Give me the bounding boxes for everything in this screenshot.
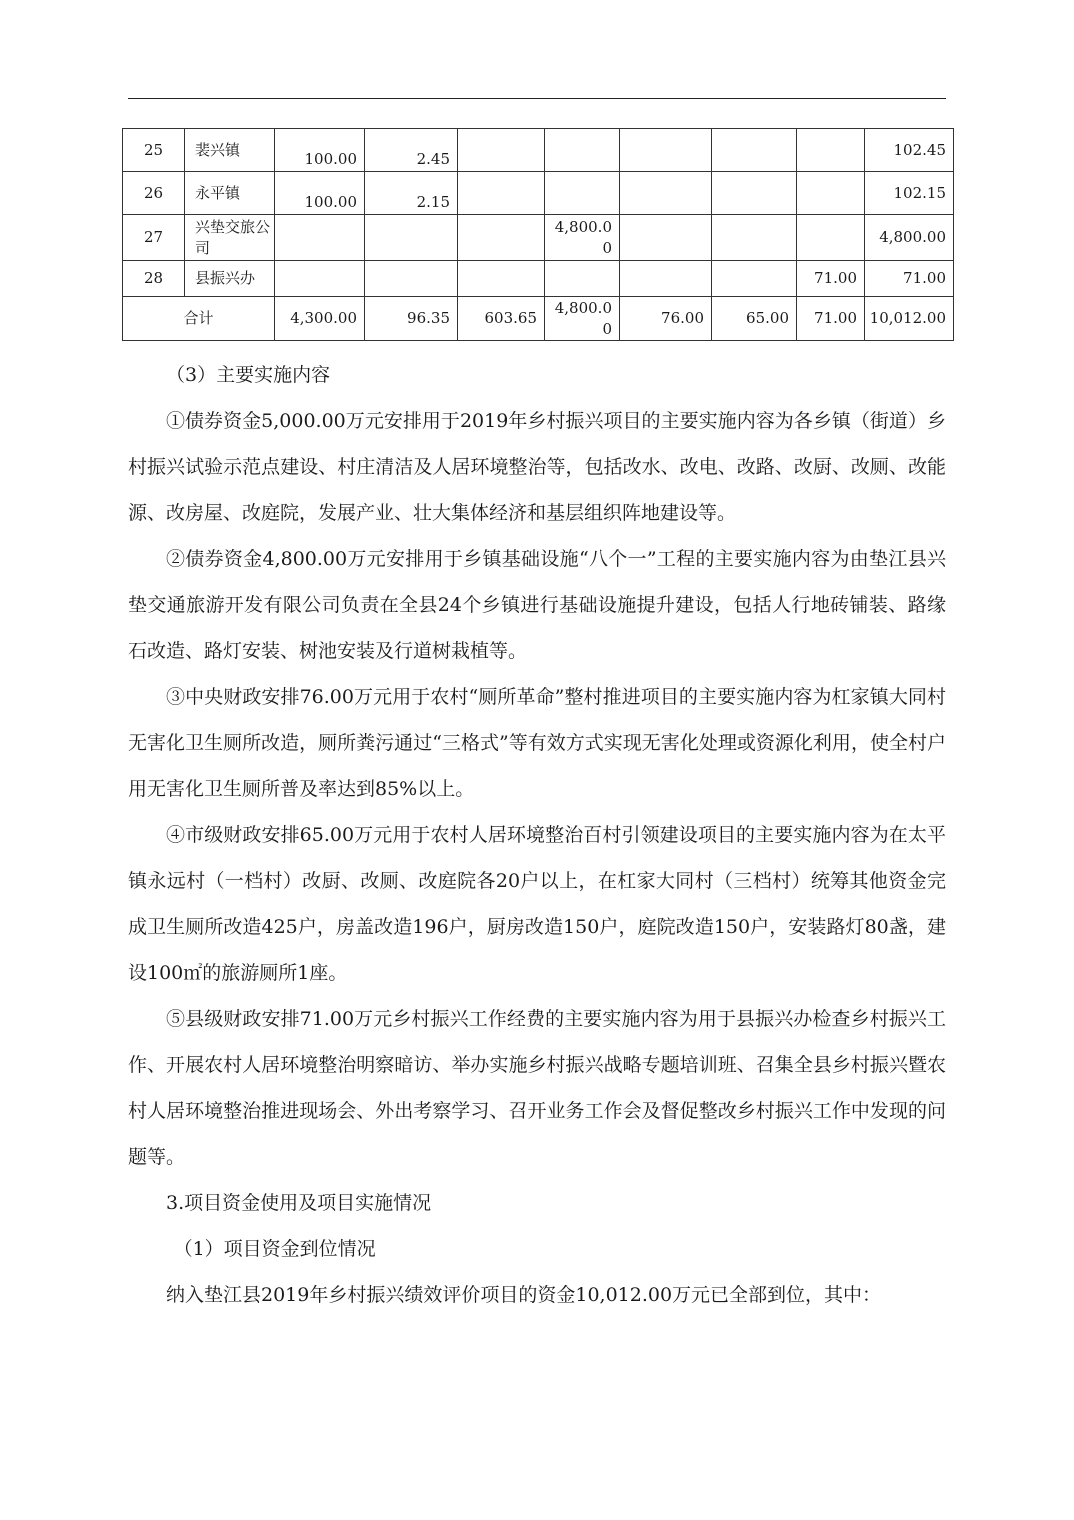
- cell: [712, 172, 797, 215]
- section-heading: 3.项目资金使用及项目实施情况: [166, 1192, 432, 1214]
- cell: [545, 261, 620, 297]
- paragraph-item-2: ②债券资金4,800.00万元安排用于乡镇基础设施“八个一”工程的主要实施内容为由垫江县兴垫交通旅游开发有限公司负责在全县24个乡镇进行基础设施提升建设，包括人行地砖铺装、路缘石改造、路灯安装、树池安装及行道树栽植等。: [128, 548, 946, 662]
- cell: [712, 215, 797, 261]
- table-row: [123, 261, 954, 297]
- cell: [458, 215, 545, 261]
- cell: [365, 215, 458, 261]
- cell: [458, 261, 545, 297]
- cell: [275, 261, 365, 297]
- row-name: 兴垫交旅公司: [185, 215, 275, 261]
- funds-table: [122, 128, 954, 341]
- cell: [797, 129, 865, 172]
- row-no: 27: [123, 215, 185, 261]
- cell: 2.15: [365, 172, 458, 215]
- table-row: [123, 129, 954, 172]
- paragraph-funds: 纳入垫江县2019年乡村振兴绩效评价项目的资金10,012.00万元已全部到位，其中：: [166, 1284, 882, 1306]
- cell: 100.00: [275, 172, 365, 215]
- cell: [458, 129, 545, 172]
- row-no: 26: [123, 172, 185, 215]
- sum-cell: 65.00: [712, 297, 797, 341]
- sum-cell: 4,800.00: [545, 297, 620, 341]
- sum-cell: 603.65: [458, 297, 545, 341]
- table-row: [123, 215, 954, 261]
- body-text: [128, 352, 946, 1318]
- subheading-implementation: （3）主要实施内容: [166, 364, 331, 386]
- cell: [712, 261, 797, 297]
- header-rule: [128, 98, 946, 99]
- cell: [275, 215, 365, 261]
- sum-cell: 4,300.00: [275, 297, 365, 341]
- paragraph-item-5: ⑤县级财政安排71.00万元乡村振兴工作经费的主要实施内容为用于县振兴办检查乡村振兴工作、开展农村人居环境整治明察暗访、举办实施乡村振兴战略专题培训班、召集全县乡村振兴暨农村人居环境整治推进现场会、外出考察学习、召开业务工作会及督促整改乡村振兴工作中发现的问题等。: [128, 1008, 946, 1168]
- cell: [620, 215, 712, 261]
- sum-cell: 96.35: [365, 297, 458, 341]
- cell: [797, 172, 865, 215]
- row-name: 县振兴办: [185, 261, 275, 297]
- paragraph-item-4: ④市级财政安排65.00万元用于农村人居环境整治百村引领建设项目的主要实施内容为在太平镇永远村（一档村）改厨、改厕、改庭院各20户以上，在杠家大同村（三档村）统筹其他资金完成卫生厕所改造425户，房盖改造196户，厨房改造150户，庭院改造150户，安装路灯80盏，建设100㎡的旅游厕所1座。: [128, 824, 946, 984]
- row-name: 裴兴镇: [185, 129, 275, 172]
- cell: 71.00: [797, 261, 865, 297]
- sum-total: 10,012.00: [865, 297, 954, 341]
- cell: [620, 129, 712, 172]
- table-sum-row: [123, 297, 954, 341]
- sum-cell: 71.00: [797, 297, 865, 341]
- row-total: 102.15: [865, 172, 954, 215]
- cell: [620, 261, 712, 297]
- cell: [797, 215, 865, 261]
- cell: [545, 129, 620, 172]
- cell: [620, 172, 712, 215]
- table-row: [123, 172, 954, 215]
- subheading-funds: （1）项目资金到位情况: [173, 1238, 376, 1260]
- cell: 4,800.00: [545, 215, 620, 261]
- cell: 2.45: [365, 129, 458, 172]
- row-total: 71.00: [865, 261, 954, 297]
- paragraph-item-3: ③中央财政安排76.00万元用于农村“厕所革命”整村推进项目的主要实施内容为杠家镇大同村无害化卫生厕所改造，厕所粪污通过“三格式”等有效方式实现无害化处理或资源化利用，使全村户用无害化卫生厕所普及率达到85%以上。: [128, 686, 946, 800]
- cell: [712, 129, 797, 172]
- cell: [458, 172, 545, 215]
- row-no: 25: [123, 129, 185, 172]
- cell: [365, 261, 458, 297]
- row-no: 28: [123, 261, 185, 297]
- row-name: 永平镇: [185, 172, 275, 215]
- cell: [545, 172, 620, 215]
- cell: 100.00: [275, 129, 365, 172]
- paragraph-item-1: ①债券资金5,000.00万元安排用于2019年乡村振兴项目的主要实施内容为各乡镇（街道）乡村振兴试验示范点建设、村庄清洁及人居环境整治等，包括改水、改电、改路、改厨、改厕、改能源、改房屋、改庭院，发展产业、壮大集体经济和基层组织阵地建设等。: [128, 410, 946, 524]
- sum-cell: 76.00: [620, 297, 712, 341]
- row-total: 4,800.00: [865, 215, 954, 261]
- sum-label: 合计: [123, 297, 275, 341]
- row-total: 102.45: [865, 129, 954, 172]
